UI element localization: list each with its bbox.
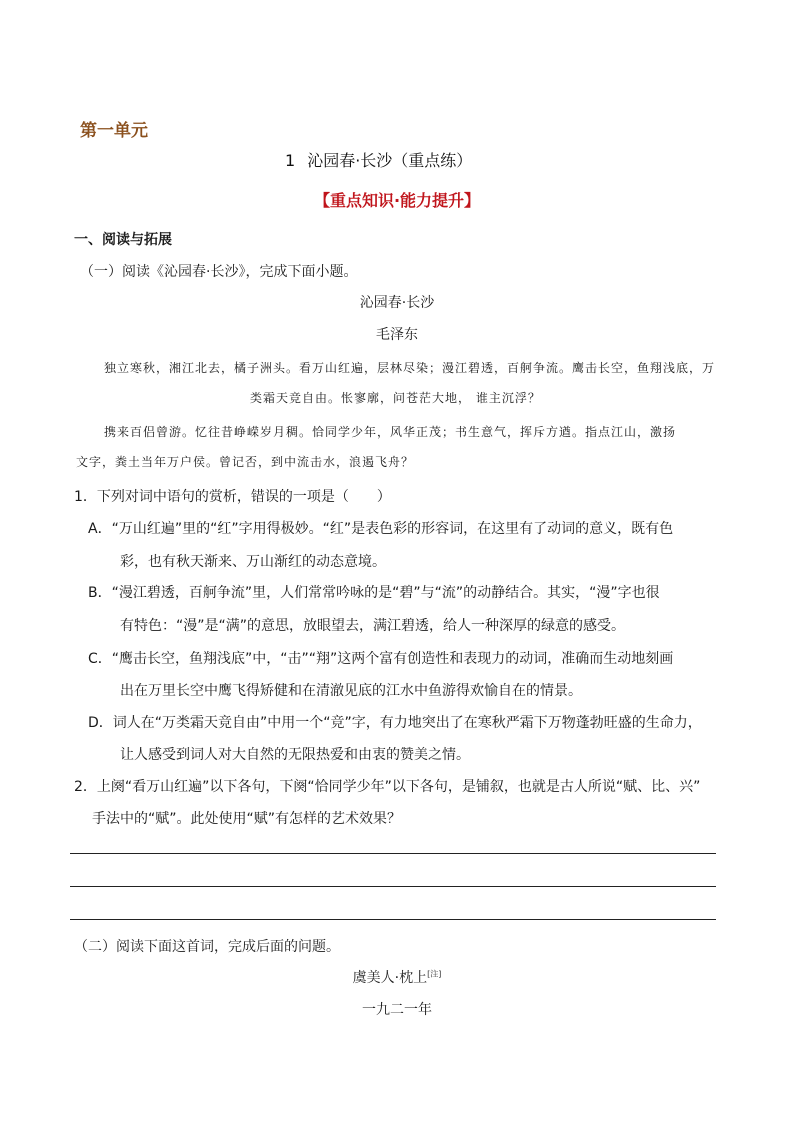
- poem2-year: 一九二一年: [362, 1002, 432, 1018]
- section-banner: 【重点知识·能力提升】: [313, 191, 481, 210]
- option-d-line2: 让人感受到词人对大自然的无限热爱和由衷的赞美之情。: [120, 747, 470, 763]
- poem-line: 独立寒秋，湘江北去，橘子洲头。看万山红遍，层林尽染；漫江碧透，百舸争流。鹰击长空，鱼翔浅底，万: [104, 361, 716, 375]
- option-a-line2: 彩，也有秋天渐来、万山渐红的动态意境。: [120, 554, 386, 570]
- answer-line[interactable]: [70, 886, 716, 887]
- answer-line[interactable]: [70, 853, 716, 854]
- part1-intro: （一）阅读《沁园春·长沙》，完成下面小题。: [80, 264, 358, 280]
- unit-title: 第一单元: [80, 121, 148, 141]
- option-b-line1: B．“漫江碧透，百舸争流”里，人们常常吟咏的是“碧”与“流”的动静结合。其实，“漫”字也很: [88, 585, 660, 601]
- option-d-line1: D．词人在“万类霜天竞自由”中用一个“竞”字，有力地突出了在寒秋严霜下万物蓬勃旺盛的生命力，: [88, 715, 702, 731]
- poem2-title-wrap: [0, 967, 794, 987]
- poem-title: 沁园春·长沙: [359, 295, 435, 311]
- poem-line: 携来百侣曾游。忆往昔峥嵘岁月稠。恰同学少年，风华正茂；书生意气，挥斥方遒。指点江山，激扬: [104, 425, 677, 439]
- question-1-stem: 1．下列对词中语句的赏析，错误的一项是（ ）: [74, 489, 391, 505]
- answer-line[interactable]: [70, 919, 716, 920]
- lesson-number: 1: [285, 151, 296, 170]
- section-heading: 一、阅读与拓展: [74, 232, 172, 248]
- footnote-mark: [注]: [427, 969, 442, 979]
- option-b-line2: 有特色：“漫”是“满”的意思，放眼望去，满江碧透，给人一种深厚的绿意的感受。: [120, 618, 626, 634]
- poem-line: 类霜天竞自由。怅寥廓，问苍茫大地， 谁主沉浮？: [250, 391, 541, 405]
- poem-line: 文字，粪土当年万户侯。曾记否，到中流击水，浪遏飞舟？: [76, 455, 415, 469]
- lesson-heading: [285, 148, 472, 171]
- option-c-line1: C．“鹰击长空，鱼翔浅底”中，“击”“翔”这两个富有创造性和表现力的动词，准确而生动地刻画: [88, 651, 674, 667]
- question-2-line1: 2．上阕“看万山红遍”以下各句，下阕“恰同学少年”以下各句，是铺叙，也就是古人所说“赋、比、兴”: [74, 779, 701, 795]
- poem-author: 毛泽东: [376, 327, 418, 343]
- lesson-title: 沁园春·长沙（重点练）: [307, 151, 473, 170]
- option-a-line1: A．“万山红遍”里的“红”字用得极妙。“红”是表色彩的形容词，在这里有了动词的意义，既有色: [88, 521, 674, 537]
- question-2-line2: 手法中的“赋”。此处使用“赋”有怎样的艺术效果？: [92, 811, 402, 827]
- option-c-line2: 出在万里长空中鹰飞得矫健和在清澈见底的江水中鱼游得欢愉自在的情景。: [120, 683, 582, 699]
- poem2-title: 虞美人·枕上: [352, 970, 428, 986]
- part2-intro: （二）阅读下面这首词，完成后面的问题。: [74, 939, 340, 955]
